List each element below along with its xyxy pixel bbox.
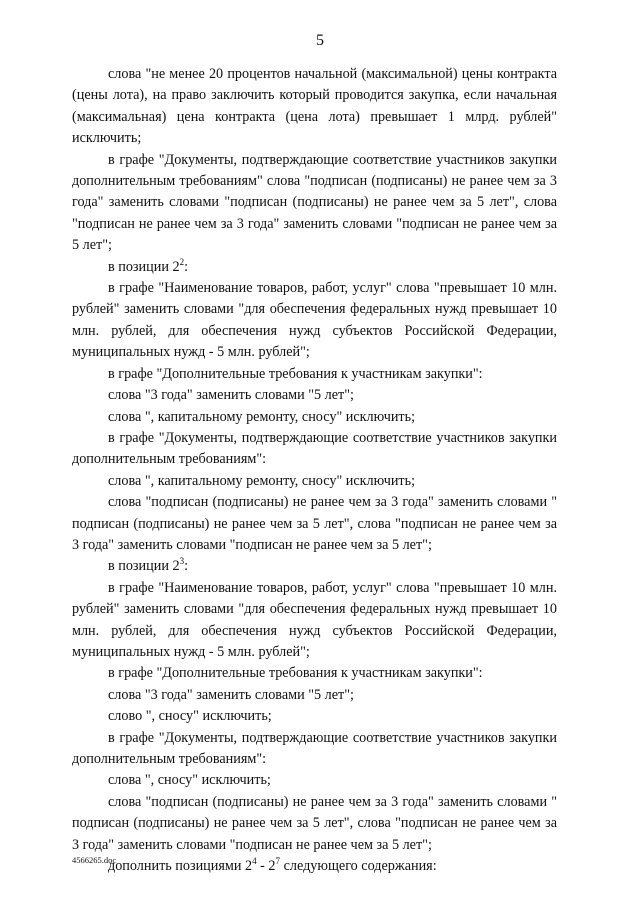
paragraph: в графе "Наименование товаров, работ, услуг" слова "превышает 10 млн. рублей" заменить словами "для обеспечения федеральных нужд превышает 10 млн. рублей, для обеспечения нужд субъектов Российской Федерации, муниципальных нужд - 5 млн. рублей"; [72,280,557,361]
page-number: 5 [316,32,324,49]
paragraph: слова "не менее 20 процентов начальной (максимальной) цены контракта (цены лота), на право заключить который проводится закупка, если начальная (максимальная) цена контракта (цена лота) превышает 1 млрд. рублей" исключить; [72,66,557,147]
paragraph: в позиции $2^2$: [108,256,189,275]
paragraph: в графе "Дополнительные требования к участникам закупки": [108,665,483,682]
superscript: 7 [275,856,281,867]
paragraph: слова "3 года" заменить словами "5 лет"; [108,686,354,703]
superscript: 2 [179,256,185,267]
paragraph: в графе "Наименование товаров, работ, услуг" слова "превышает 10 млн. рублей" заменить словами "для обеспечения федеральных нужд превышает 10 млн. рублей, для обеспечения нужд субъектов Российской Федерации, муниципальных нужд - 5 млн. рублей"; [72,579,557,660]
paragraph: слова "3 года" заменить словами "5 лет"; [108,387,354,404]
document-body [72,64,557,877]
paragraph: слова ", капитальному ремонту, сносу" исключить; [108,472,416,489]
paragraph: в графе "Дополнительные требования к участникам закупки": [108,365,483,382]
paragraph: слова ", капитальному ремонту, сносу" исключить; [108,408,416,425]
paragraph: в графе "Документы, подтверждающие соответствие участников закупки дополнительным требованиям": [72,729,557,767]
paragraph: слова "подписан (подписаны) не ранее чем за 3 года" заменить словами " подписан (подписаны) не ранее чем за 5 лет", слова "подписан не ранее чем за 3 года" заменить словами "подписан не ранее чем за 5 лет"; [72,793,557,853]
paragraph: слова ", сносу" исключить; [108,772,271,789]
paragraph: в позиции $2^3$: [108,556,189,575]
superscript: 4 [252,856,257,867]
paragraph: слово ", сносу" исключить; [108,708,272,725]
paragraph: в графе "Документы, подтверждающие соответствие участников закупки дополнительным требованиям": [72,429,557,468]
file-name-footer: 4566265.doc [72,855,117,865]
paragraph: в графе "Документы, подтверждающие соответствие участников закупки дополнительным требованиям" слова "подписан (подписаны) не ранее чем за 3 года" заменить словами "подписан (подписаны) не ранее чем за 5 лет", слова "подписан не ранее чем за 3 года" заменить словами "подписан не ранее чем за 5 лет"; [72,151,557,254]
superscript: 3 [179,556,185,567]
paragraph: дополнить позициями $2^4 - 2^7$ следующего содержания: [108,856,437,875]
paragraph: слова "подписан (подписаны) не ранее чем за 3 года" заменить словами " подписан (подписаны) не ранее чем за 5 лет", слова "подписан не ранее чем за 3 года" заменить словами "подписан не ранее чем за 5 лет"; [72,494,557,553]
